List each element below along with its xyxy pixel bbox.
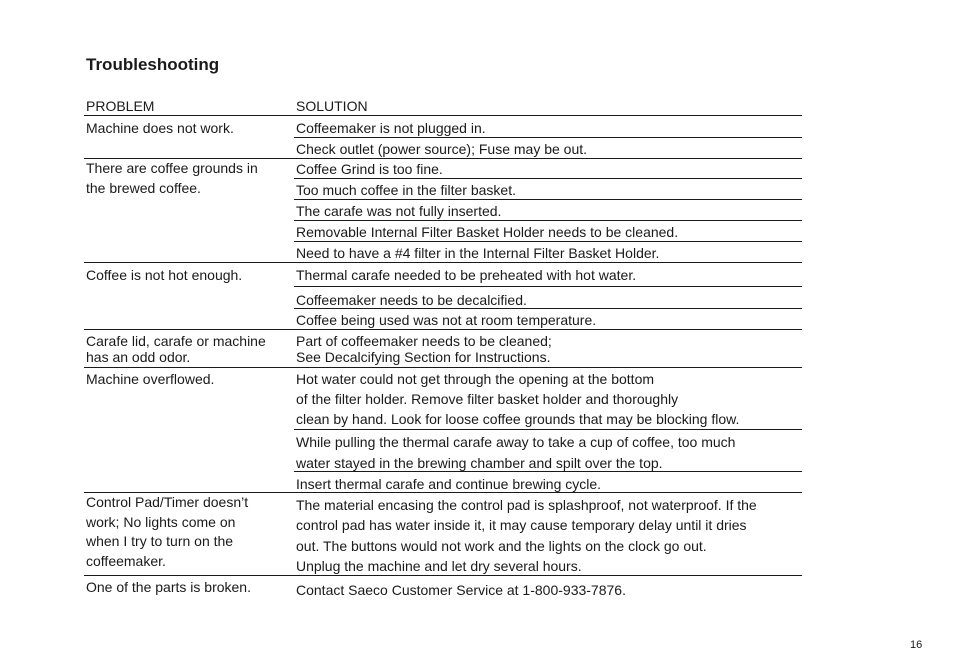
problem-text: when I try to turn on the bbox=[86, 533, 234, 549]
problem-text: Machine overflowed. bbox=[86, 371, 215, 387]
solution-text: Too much coffee in the filter basket. bbox=[296, 182, 516, 198]
solution-text: The material encasing the control pad is splashproof, not waterproof. If the bbox=[296, 497, 757, 513]
solution-text: Check outlet (power source); Fuse may be out. bbox=[296, 141, 588, 157]
problem-text: work; No lights come on bbox=[86, 514, 236, 530]
solution-divider bbox=[294, 286, 802, 287]
solution-text: Insert thermal carafe and continue brewing cycle. bbox=[296, 476, 602, 492]
solution-text: of the filter holder. Remove filter basket holder and thoroughly bbox=[296, 391, 679, 407]
solution-text: Thermal carafe needed to be preheated with hot water. bbox=[296, 267, 637, 283]
solution-text: Unplug the machine and let dry several hours. bbox=[296, 558, 582, 574]
problem-text: Carafe lid, carafe or machine bbox=[86, 333, 266, 349]
page-title: Troubleshooting bbox=[86, 55, 220, 74]
problem-text: coffeemaker. bbox=[86, 553, 166, 569]
solution-column-header: SOLUTION bbox=[296, 98, 368, 114]
solution-text: clean by hand. Look for loose coffee grounds that may be blocking flow. bbox=[296, 411, 740, 427]
row-divider bbox=[84, 367, 802, 368]
problem-text: the brewed coffee. bbox=[86, 180, 201, 196]
problem-text: Machine does not work. bbox=[86, 120, 234, 136]
solution-text: water stayed in the brewing chamber and spilt over the top. bbox=[296, 455, 663, 471]
problem-text: There are coffee grounds in bbox=[86, 160, 258, 176]
solution-text: Coffeemaker is not plugged in. bbox=[296, 120, 486, 136]
page-number: 16 bbox=[910, 639, 923, 651]
problem-text: Control Pad/Timer doesn’t bbox=[86, 494, 249, 510]
solution-text: See Decalcifying Section for Instructions. bbox=[296, 349, 551, 365]
solution-text: Contact Saeco Customer Service at 1-800-933-7876. bbox=[296, 582, 626, 598]
solution-text: While pulling the thermal carafe away to take a cup of coffee, too much bbox=[296, 434, 736, 450]
solution-text: Need to have a #4 filter in the Internal Filter Basket Holder. bbox=[296, 245, 660, 261]
header-divider bbox=[84, 115, 802, 116]
solution-divider bbox=[294, 429, 802, 430]
solution-text: Removable Internal Filter Basket Holder needs to be cleaned. bbox=[296, 224, 679, 240]
problem-text: Coffee is not hot enough. bbox=[86, 267, 243, 283]
problem-text: One of the parts is broken. bbox=[86, 579, 251, 595]
solution-text: The carafe was not fully inserted. bbox=[296, 203, 502, 219]
solution-text: out. The buttons would not work and the lights on the clock go out. bbox=[296, 538, 707, 554]
problem-text: has an odd odor. bbox=[86, 349, 191, 365]
solution-text: control pad has water inside it, it may cause temporary delay until it dries bbox=[296, 517, 747, 533]
solution-text: Hot water could not get through the opening at the bottom bbox=[296, 371, 655, 387]
problem-column-header: PROBLEM bbox=[86, 98, 155, 114]
solution-text: Coffeemaker needs to be decalcified. bbox=[296, 292, 527, 308]
solution-text: Coffee being used was not at room temperature. bbox=[296, 312, 597, 328]
solution-text: Part of coffeemaker needs to be cleaned; bbox=[296, 333, 552, 349]
solution-text: Coffee Grind is too fine. bbox=[296, 161, 443, 177]
